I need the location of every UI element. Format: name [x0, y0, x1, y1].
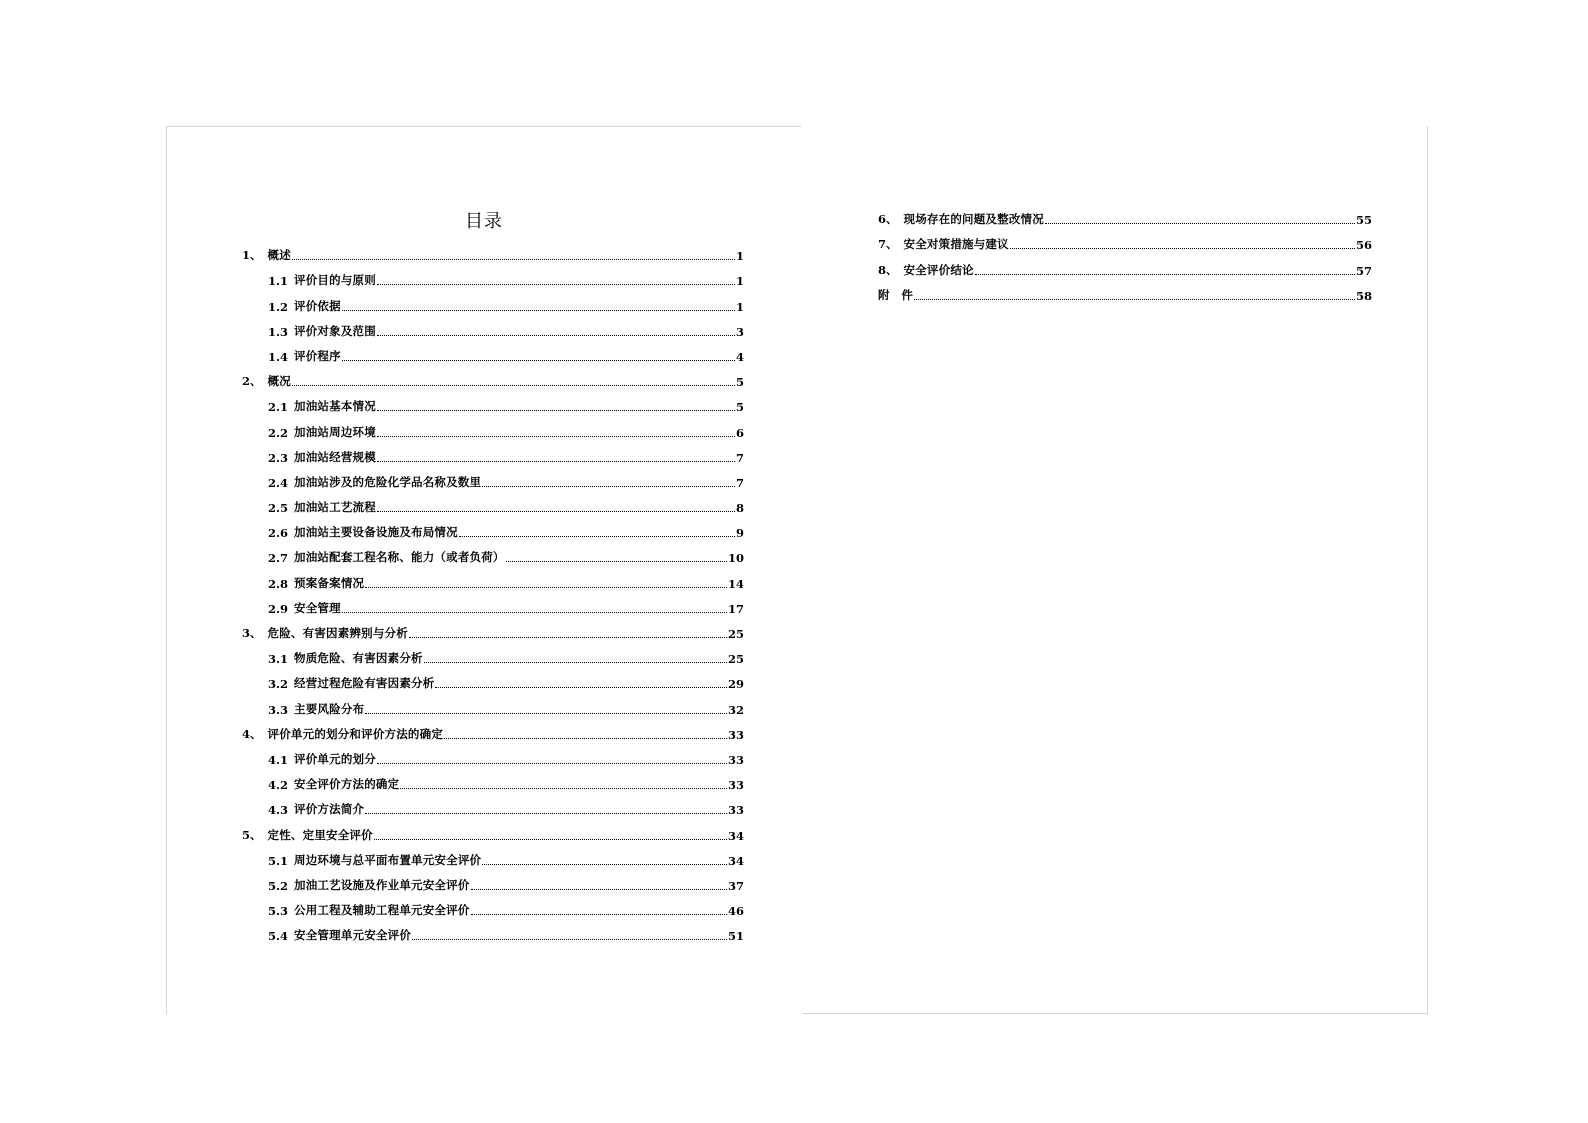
toc-dot-leader	[377, 410, 735, 411]
toc-entry[interactable]	[242, 540, 744, 565]
toc-entry-page-number: 57	[1355, 263, 1372, 278]
toc-entry-page-number: 1	[735, 299, 744, 314]
toc-entry-number: 2、	[242, 374, 262, 389]
toc-dot-leader	[365, 587, 727, 588]
toc-entry[interactable]	[242, 893, 744, 918]
toc-entry[interactable]	[242, 465, 744, 490]
toc-entry-page-number: 7	[735, 450, 744, 465]
toc-entry-page-number: 34	[727, 853, 744, 868]
toc-entry-page-number: 14	[727, 576, 744, 591]
toc-entry-title: 安全管理	[294, 600, 341, 615]
toc-entry-page-number: 5	[735, 375, 744, 390]
toc-entry-number: 4.2	[268, 778, 289, 793]
toc-entry-page-number: 6	[735, 425, 744, 440]
toc-entry-number: 3.2	[268, 677, 289, 692]
toc-dot-leader	[377, 335, 735, 336]
toc-dot-leader	[374, 839, 727, 840]
toc-entry-title: 加油站周边环境	[294, 424, 376, 439]
toc-dot-leader	[377, 436, 735, 437]
toc-entry-title: 评价单元的划分	[294, 751, 376, 766]
toc-dot-leader	[409, 637, 727, 638]
toc-dot-leader	[1010, 248, 1355, 249]
toc-entry[interactable]	[242, 817, 744, 842]
toc-entry-title: 现场存在的问题及整改情况	[903, 212, 1044, 227]
toc-dot-leader	[471, 889, 727, 890]
toc-entry[interactable]	[242, 641, 744, 666]
toc-entry-title: 主要风险分布	[294, 701, 365, 716]
toc-entry-number: 5.4	[268, 929, 289, 944]
toc-entry-title: 危险、有害因素辨别与分析	[267, 626, 408, 640]
toc-entry-page-number: 33	[727, 778, 744, 793]
toc-entry-title: 公用工程及辅助工程单元安全评价	[294, 903, 470, 918]
toc-dot-leader	[377, 511, 735, 512]
toc-entry-page-number: 33	[727, 727, 744, 742]
toc-entry-page-number: 7	[735, 475, 744, 490]
toc-entry-number: 5.3	[268, 904, 289, 919]
toc-entry-page-number: 25	[727, 627, 744, 641]
toc-entry[interactable]	[242, 515, 744, 540]
toc-dot-leader	[292, 259, 735, 260]
toc-entry-title: 加油站涉及的危险化学品名称及数里	[294, 474, 482, 489]
toc-dot-leader	[444, 738, 727, 739]
toc-entry-title: 安全评价方法的确定	[294, 777, 400, 792]
toc-entry-number: 2.4	[268, 475, 289, 490]
toc-entry-title: 评价方法简介	[294, 802, 365, 817]
toc-entry-number: 2.1	[268, 400, 289, 415]
toc-entry-title: 安全评价结论	[903, 262, 974, 277]
toc-entry-page-number: 8	[735, 501, 744, 516]
toc-entry-title: 评价依据	[294, 298, 341, 313]
toc-entry-number: 6、	[878, 212, 898, 227]
toc-entry[interactable]	[242, 666, 744, 691]
toc-entry-number: 3、	[242, 626, 262, 640]
toc-entry-number: 1.3	[268, 324, 289, 339]
toc-entry[interactable]	[242, 263, 744, 288]
toc-dot-leader	[342, 360, 735, 361]
toc-entry-number: 2.5	[268, 501, 289, 516]
toc-entry-title: 加油站基本情况	[294, 399, 376, 414]
toc-dot-leader	[424, 662, 727, 663]
toc-entry[interactable]	[242, 717, 744, 742]
toc-entry-title: 定性、定里安全评价	[267, 827, 373, 842]
toc-dot-leader	[342, 310, 735, 311]
toc-entry-title: 加油站配套工程名称、能力（或者负荷）	[294, 550, 505, 565]
toc-dot-leader	[914, 299, 1355, 300]
toc-entry-page-number: 4	[735, 349, 744, 364]
toc-entry-number: 4.1	[268, 752, 289, 767]
toc-entry[interactable]	[242, 490, 744, 515]
toc-dot-leader	[377, 763, 727, 764]
toc-entry-number: 4、	[242, 726, 262, 741]
toc-entry[interactable]	[242, 843, 744, 868]
toc-entry-title: 加油站主要设备设施及布局情况	[294, 525, 458, 540]
toc-entry-title: 安全对策措施与建议	[903, 237, 1009, 252]
toc-dot-leader	[377, 284, 735, 285]
toc-entry-title: 评价目的与原则	[294, 273, 376, 288]
toc-entry-title: 经营过程危险有害因素分析	[294, 676, 435, 691]
toc-list-right	[878, 202, 1372, 303]
toc-entry-number: 1、	[242, 248, 262, 263]
toc-page-left	[166, 126, 801, 1014]
toc-entry-title: 安全管理单元安全评价	[294, 928, 412, 943]
toc-entry-page-number: 55	[1355, 213, 1372, 228]
toc-entry-number: 1.1	[268, 274, 289, 289]
toc-entry-number: 7、	[878, 237, 898, 252]
toc-entry-page-number: 33	[727, 803, 744, 818]
toc-dot-leader	[482, 864, 727, 865]
toc-entry-page-number: 25	[727, 652, 744, 667]
toc-entry[interactable]	[242, 868, 744, 893]
toc-entry-number: 1.2	[268, 299, 289, 314]
toc-dot-leader	[506, 561, 727, 562]
toc-entry-title: 概况	[267, 374, 291, 389]
toc-entry[interactable]	[242, 339, 744, 364]
toc-dot-leader	[365, 813, 727, 814]
toc-dot-leader	[342, 612, 727, 613]
toc-entry[interactable]	[242, 389, 744, 414]
toc-entry-number: 2.7	[268, 551, 289, 566]
toc-entry-number: 3.1	[268, 652, 289, 667]
toc-list-left	[242, 238, 744, 943]
toc-dot-leader	[1045, 223, 1355, 224]
toc-entry-title: 评价对象及范围	[294, 323, 376, 338]
toc-dot-leader	[412, 939, 727, 940]
toc-entry-number: 4.3	[268, 803, 289, 818]
toc-entry[interactable]	[242, 591, 744, 616]
toc-entry[interactable]	[242, 565, 744, 590]
toc-entry-page-number: 34	[727, 828, 744, 843]
toc-entry-page-number: 17	[727, 601, 744, 616]
toc-entry-page-number: 3	[735, 324, 744, 339]
toc-entry-page-number: 1	[735, 274, 744, 289]
toc-entry-title: 评价程序	[294, 348, 341, 363]
toc-entry[interactable]	[242, 414, 744, 439]
toc-entry-number: 5.1	[268, 853, 289, 868]
toc-entry[interactable]	[242, 288, 744, 313]
toc-entry-page-number: 58	[1355, 288, 1372, 303]
toc-entry[interactable]	[242, 238, 744, 263]
toc-dot-leader	[292, 385, 735, 386]
toc-entry[interactable]	[242, 742, 744, 767]
toc-entry[interactable]	[242, 616, 744, 641]
toc-title: 目录	[465, 211, 503, 232]
toc-entry[interactable]	[242, 918, 744, 943]
toc-entry-page-number: 33	[727, 752, 744, 767]
toc-entry-page-number: 56	[1355, 238, 1372, 253]
toc-dot-leader	[459, 536, 735, 537]
toc-entry[interactable]	[878, 227, 1372, 252]
toc-entry-page-number: 32	[727, 702, 744, 717]
toc-entry-title: 加油站经营规模	[294, 449, 376, 464]
toc-entry-number: 8、	[878, 262, 898, 277]
toc-entry-title: 周边环境与总平面布置单元安全评价	[294, 852, 482, 867]
toc-entry-title: 预案备案情况	[294, 575, 365, 590]
toc-entry-title: 附 件	[878, 287, 914, 302]
toc-entry[interactable]	[242, 440, 744, 465]
toc-dot-leader	[365, 713, 727, 714]
toc-entry-page-number: 10	[727, 551, 744, 566]
toc-dot-leader	[975, 274, 1355, 275]
toc-dot-leader	[400, 788, 727, 789]
toc-entry-number: 5、	[242, 827, 262, 842]
toc-entry-page-number: 5	[735, 400, 744, 415]
toc-dot-leader	[471, 914, 727, 915]
toc-entry-number: 5.2	[268, 878, 289, 893]
toc-entry-number: 2.2	[268, 425, 289, 440]
toc-entry-title: 评价单元的划分和评价方法的确定	[267, 726, 444, 741]
toc-entry-page-number: 9	[735, 526, 744, 541]
toc-entry-title: 加油站工艺流程	[294, 500, 376, 515]
toc-dot-leader	[482, 486, 735, 487]
toc-dot-leader	[435, 687, 727, 688]
toc-entry[interactable]	[878, 278, 1372, 303]
toc-entry-page-number: 51	[727, 929, 744, 944]
toc-entry-number: 2.9	[268, 601, 289, 616]
toc-entry-number: 2.8	[268, 576, 289, 591]
toc-entry-page-number: 29	[727, 677, 744, 692]
toc-entry-number: 2.3	[268, 450, 289, 465]
toc-entry-title: 物质危险、有害因素分析	[294, 651, 423, 666]
toc-entry-page-number: 46	[727, 904, 744, 919]
toc-entry-number: 1.4	[268, 349, 289, 364]
toc-entry-page-number: 37	[727, 878, 744, 893]
toc-entry-title: 加油工艺设施及作业单元安全评价	[294, 877, 470, 892]
toc-entry[interactable]	[242, 691, 744, 716]
toc-entry-page-number: 1	[735, 249, 744, 264]
toc-entry[interactable]	[242, 314, 744, 339]
toc-entry[interactable]	[242, 364, 744, 389]
toc-page-right	[802, 126, 1428, 1014]
toc-entry[interactable]	[878, 252, 1372, 277]
toc-entry[interactable]	[242, 792, 744, 817]
toc-entry-title: 概述	[267, 248, 291, 263]
toc-entry[interactable]	[878, 202, 1372, 227]
toc-entry-number: 3.3	[268, 702, 289, 717]
toc-entry-number: 2.6	[268, 526, 289, 541]
toc-dot-leader	[377, 461, 735, 462]
toc-entry[interactable]	[242, 767, 744, 792]
